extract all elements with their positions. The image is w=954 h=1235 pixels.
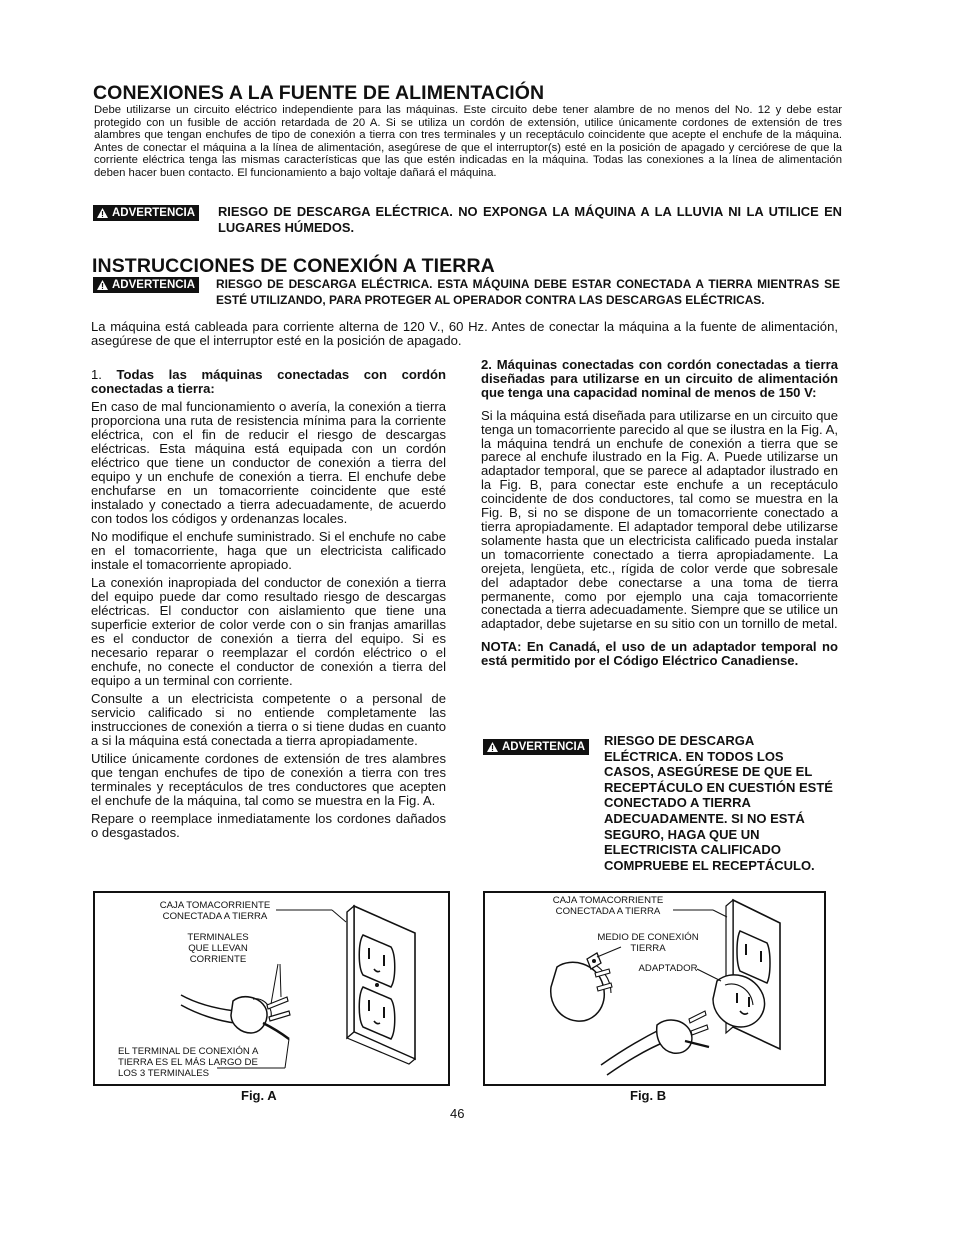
- warning-badge-2: [93, 277, 199, 293]
- left-heading-text: Todas las máquinas conectadas con cordón conectadas a tierra:: [91, 367, 446, 396]
- figa-label-terminals-line: QUE LLEVAN: [188, 943, 248, 954]
- left-heading: [91, 368, 446, 396]
- warning-badge-3: [483, 739, 589, 755]
- figa-label-ground-line: EL TERMINAL DE CONEXIÓN A: [118, 1046, 259, 1057]
- right-heading: 2. Máquinas conectadas con cordón conectadas a tierra diseñadas para utilizarse en un circuito de alimentación que tenga una capacidad nominal de menos de 150 V:: [481, 357, 838, 400]
- figure-a-caption: Fig. A: [241, 1088, 277, 1103]
- figure-b-caption: Fig. B: [630, 1088, 667, 1103]
- grounding-intro: La máquina está cableada para corriente alterna de 120 V., 60 Hz. Antes de conectar la máquina a la fuente de alimentación, asegúrese de que el interruptor esté en la posición de apagado.: [91, 319, 838, 348]
- figa-label-box-line: CONECTADA A TIERRA: [162, 911, 268, 922]
- figure-b-illustration: [485, 893, 824, 1084]
- figb-label-box: [543, 895, 673, 917]
- left-paragraph-3: La conexión inapropiada del conductor de conexión a tierra del equipo puede dar como resultado riesgo de descargas eléctricas. El conductor con aislamiento que tiene una superficie exterior de color verde con o sin franjas amarillas es el conductor de conexión a tierra del equipo. Si es necesario reparar o reemplazar el cordón eléctrico o el enchufe, no conecte el conductor de conexión a tierra del equipo a un terminal con corriente.: [91, 575, 446, 688]
- power-paragraph: Debe utilizarse un circuito eléctrico independiente para las máquinas. Este circuito debe tener alambre de no menos del No. 12 y debe estar protegido con un fusible de acción retardada de 20 A. Si se utiliza un cordón de extensión, utilice únicamente cordones de extensión de tres alambres que tengan enchufes de tipo de conexión a tierra con tres terminales y un receptáculo coincidente que acepte el enchufe de la máquina. Antes de conectar el máquina a la línea de alimentación, asegúrese de que el interruptor(s) esté en la posición de apagado y cerciórese de que la corriente eléctrica tenga las mismas características que las que estén indicadas en la máquina. Todas las conexiones a la línea de alimentación deben hacer buen contacto. El funcionamiento a bajo voltaje dañará el máquina.: [94, 104, 842, 179]
- page-number: 46: [450, 1106, 465, 1121]
- right-column: [481, 358, 838, 673]
- figa-label-ground-line: LOS 3 TERMINALES: [118, 1068, 209, 1079]
- section-title-power: CONEXIONES A LA FUENTE DE ALIMENTACIÓN: [93, 82, 545, 104]
- figure-b: [483, 891, 826, 1086]
- figb-label-box-line: CAJA TOMACORRIENTE: [552, 895, 664, 906]
- figb-label-adapter: ADAPTADOR: [638, 963, 698, 974]
- left-column: [91, 368, 446, 845]
- figb-label-ground-lug-line: TIERRA: [630, 943, 666, 954]
- figa-label-terminals-line: CORRIENTE: [189, 954, 247, 965]
- right-note: NOTA: En Canadá, el uso de un adaptador temporal no está permitido por el Código Eléctrico Canadiense.: [481, 639, 838, 669]
- warning-label-2: ADVERTENCIA: [112, 279, 196, 291]
- figa-label-ground: [118, 1046, 258, 1079]
- figa-label-terminals: [178, 932, 258, 965]
- figure-a: [93, 891, 450, 1086]
- warning-label-1: ADVERTENCIA: [112, 207, 196, 219]
- warning-line: COMPRUEBE EL RECEPTÁCULO.: [604, 857, 815, 873]
- figb-label-box-line: CONECTADA A TIERRA: [555, 906, 661, 917]
- warning-triangle-icon: [97, 208, 108, 218]
- warning-line: CONECTADO A TIERRA: [604, 795, 751, 811]
- warning-badge-1: [93, 205, 199, 221]
- left-paragraph-6: Repare o reemplace inmediatamente los cordones dañados o desgastados.: [91, 811, 446, 841]
- warning-line: CASOS, ASEGÚRESE DE QUE EL: [604, 764, 813, 780]
- figa-label-box: [150, 900, 280, 922]
- section-title-grounding: INSTRUCCIONES DE CONEXIÓN A TIERRA: [92, 255, 495, 277]
- warning-text-2: RIESGO DE DESCARGA ELÉCTRICA. ESTA MÁQUINA DEBE ESTAR CONECTADA A TIERRA MIENTRAS SE ESTÉ UTILIZANDO, PARA PROTEGER AL OPERADOR CONTRA LAS DESCARGAS ELÉCTRICAS.: [216, 277, 840, 307]
- warning-line: RIESGO DE DESCARGA: [604, 733, 755, 748]
- figb-label-ground-lug-line: MEDIO DE CONEXIÓN: [597, 932, 699, 943]
- warning-triangle-icon: [97, 280, 108, 290]
- warning-line: ADECUADAMENTE. SI NO ESTÁ: [604, 810, 805, 826]
- figa-label-terminals-line: TERMINALES: [187, 932, 249, 943]
- warning-label-3: ADVERTENCIA: [502, 741, 586, 753]
- left-paragraph-1: En caso de mal funcionamiento o avería, la conexión a tierra proporciona una ruta de resistencia mínima para la corriente eléctrica, con el fin de reducir el riesgo de descargas eléctricas. Esta máquina está equipada con un cordón eléctrico que tiene un conductor de conexión a tierra del equipo y un enchufe de conexión a tierra. El enchufe debe enchufarse en un tomacorriente coincidente que esté instalado y conectado a tierra adecuadamente, de acuerdo con todos los códigos y ordenanzas locales.: [91, 399, 446, 526]
- left-paragraph-5: Utilice únicamente cordones de extensión de tres alambres que tengan enchufes de tipo de conexión a tierra con tres terminales y receptáculos de tres conductores que acepten el enchufe de la máquina, tal como se muestra en la Fig. A.: [91, 751, 446, 808]
- warning-text-3: [604, 733, 844, 873]
- left-paragraph-4: Consulte a un electricista competente o a personal de servicio calificado si no entiende completamente las instrucciones de conexión a tierra o si tiene dudas en cuanto a si la máquina está conectada a tierra apropiadamente.: [91, 690, 446, 748]
- warning-text-1: RIESGO DE DESCARGA ELÉCTRICA. NO EXPONGA LA MÁQUINA A LA LLUVIA NI LA UTILICE EN LUGARES HÚMEDOS.: [218, 204, 842, 235]
- figb-label-ground-lug: [593, 932, 703, 954]
- warning-line: RECEPTÁCULO EN CUESTIÓN ESTÉ: [604, 779, 833, 795]
- left-paragraph-2: No modifique el enchufe suministrado. Si el enchufe no cabe en el tomacorriente, haga que un electricista calificado instale el tomacorriente apropiado.: [91, 528, 446, 572]
- warning-line: ELÉCTRICA. EN TODOS LOS: [604, 748, 784, 764]
- warning-line: ELECTRICISTA CALIFICADO: [604, 842, 781, 858]
- left-heading-number: 1.: [91, 367, 102, 382]
- figa-label-box-line: CAJA TOMACORRIENTE: [159, 900, 271, 911]
- warning-line: SEGURO, HAGA QUE UN: [604, 826, 760, 842]
- right-paragraph: Si la máquina está diseñada para utilizarse en un circuito que tenga un tomacorriente parecido al que se ilustra en la Fig. A, la máquina tendrá un enchufe de conexión a tierra que se parece al enchufe ilustrado en la Fig. A. Puede utilizarse un adaptador temporal, que se parece al adaptador ilustrado en la Fig. B, para conectar este enchufe a un receptáculo coincidente de dos conductores, tal como se muestra en la Fig. B, si no se dispone de un tomacorriente conectado a tierra apropiadamente. El adaptador temporal debe utilizarse solamente hasta que un electricista calificado pueda instalar un tomacorriente conectado a tierra apropiadamente. La orejeta, lengüeta, etc., rígida de color verde que sobresale del adaptador debe conectarse a una toma de tierra permanente, como por ejemplo una caja tomacorriente conectada a tierra adecuadamente. Siempre que se utilice un adaptador, debe sujetarse en su sitio con un tornillo de metal.: [481, 407, 838, 632]
- figa-label-ground-line: TIERRA ES EL MÁS LARGO DE: [118, 1057, 258, 1068]
- warning-triangle-icon: [487, 742, 498, 752]
